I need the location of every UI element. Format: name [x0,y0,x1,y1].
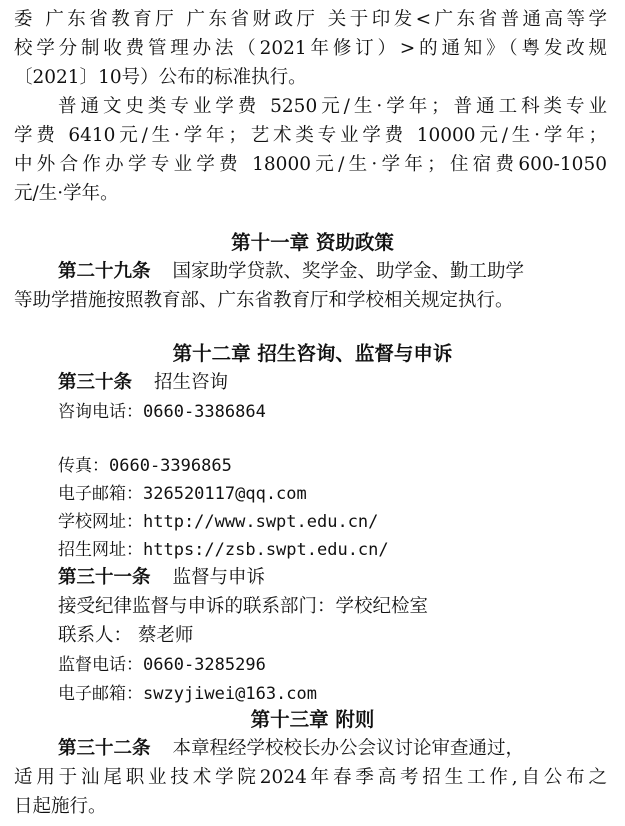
article-30-line [0,369,625,397]
article-30-title: 第三十条 [58,372,133,393]
article-32-text: 本章程经学校校长办公会议讨论审查通过， [172,738,525,759]
article-29-text: 国家助学贷款、奖学金、助学金、勤工助学 [172,261,525,282]
fee-intro-line-2: 校学分制收费管理办法（2021年修订）>的通知》（粤发改规 [14,38,607,59]
consult-email: 电子邮箱：326520117@qq.com [58,484,307,504]
fax: 传真：0660-3396865 [58,456,232,476]
article-32-line-3: 日起施行。 [14,796,107,817]
fee-intro-line-1: 委 广东省教育厅 广东省财政厅 关于印发<广东省普通高等学 [14,9,607,30]
supervise-phone: 监督电话：0660-3285296 [58,655,266,675]
chapter-13-heading: 第十三章 附则 [250,708,375,731]
complaint-department: 接受纪律监督与申诉的联系部门：学校纪检室 [58,596,429,617]
fees-line-1: 普通文史类专业学费 5250元/生·学年；普通工科类专业 [58,96,607,117]
fees-line-3: 中外合作办学专业学费 18000元/生·学年；住宿费600-1050 [14,154,607,175]
article-32-title: 第三十二条 [58,738,151,759]
school-website: 学校网址：http://www.swpt.edu.cn/ [58,512,379,532]
article-32-line-2: 适用于汕尾职业技术学院2024年春季高考招生工作,自公布之 [14,767,607,788]
article-31-subject: 监督与申诉 [172,567,266,588]
fee-intro-line-3: 〔2021〕10号）公布的标准执行。 [14,67,307,88]
chapter-11-heading: 第十一章 资助政策 [231,231,394,254]
article-32-line-1 [0,735,625,763]
article-29-title: 第二十九条 [58,261,151,282]
article-30-subject: 招生咨询 [154,372,229,393]
article-31-line [0,564,625,592]
article-31-title: 第三十一条 [58,567,151,588]
admission-website: 招生网址：https://zsb.swpt.edu.cn/ [58,540,389,560]
supervise-email: 电子邮箱：swzyjiwei@163.com [58,684,317,704]
fees-line-4: 元/生·学年。 [14,183,119,204]
chapter-12-heading: 第十二章 招生咨询、监督与申诉 [172,342,453,365]
article-29-line-1 [0,258,625,286]
article-29-line-2: 等助学措施按照教育部、广东省教育厅和学校相关规定执行。 [14,290,514,311]
consult-phone: 咨询电话：0660-3386864 [58,402,266,422]
contact-person: 联系人： 蔡老师 [58,625,194,646]
fees-line-2: 学费 6410元/生·学年；艺术类专业学费 10000元/生·学年； [14,125,607,146]
